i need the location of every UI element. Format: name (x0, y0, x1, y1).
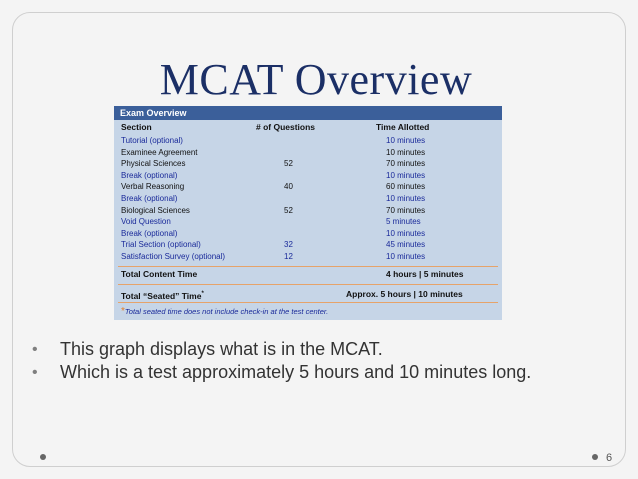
time-cell: 5 minutes (386, 217, 421, 227)
time-cell: 10 minutes (386, 228, 426, 238)
section-cell: Satisfaction Survey (optional) (121, 252, 226, 261)
section-cell: Biological Sciences (121, 205, 190, 215)
table-footnote (121, 306, 328, 317)
bullet-item (32, 361, 592, 384)
row-divider (118, 302, 498, 303)
total-content-row (114, 269, 502, 280)
table-row (114, 147, 502, 158)
questions-cell: 12 (284, 252, 293, 261)
bullet-item (32, 338, 592, 361)
footnote-star: * (121, 306, 125, 317)
bullet-text: Which is a test approximately 5 hours and 10 minutes long. (60, 362, 532, 382)
table-row (114, 251, 502, 262)
time-cell: 10 minutes (386, 147, 426, 157)
table-heading: Exam Overview (114, 106, 502, 120)
time-cell: 45 minutes (386, 240, 426, 250)
total-seated-label-text: Total “Seated” Time (121, 290, 202, 301)
section-cell: Break (optional) (121, 170, 178, 180)
bullet-text: This graph displays what is in the MCAT. (60, 339, 383, 359)
time-cell: 10 minutes (386, 170, 426, 180)
table-row (114, 193, 502, 204)
section-cell: Physical Sciences (121, 159, 186, 169)
table-row (114, 170, 502, 181)
bullet-dot-icon: • (32, 364, 38, 381)
column-header-time: Time Allotted (376, 122, 430, 132)
row-divider (118, 284, 498, 285)
time-cell: 10 minutes (386, 194, 426, 203)
bullet-list (32, 338, 592, 384)
section-cell: Tutorial (optional) (121, 136, 183, 145)
questions-cell: 32 (284, 240, 293, 250)
row-divider (118, 266, 498, 267)
table-row (114, 135, 502, 146)
total-seated-time: Approx. 5 hours | 10 minutes (346, 289, 463, 299)
bullet-dot-icon: • (32, 341, 38, 358)
section-cell: Verbal Reasoning (121, 182, 185, 192)
section-cell: Void Question (121, 217, 171, 227)
total-content-label: Total Content Time (121, 269, 198, 279)
slide-title: MCAT Overview (159, 55, 473, 104)
time-cell: 70 minutes (386, 159, 426, 169)
page-number: 6 (606, 452, 613, 464)
questions-cell: 52 (284, 159, 293, 169)
corner-dot-icon (592, 454, 598, 460)
total-seated-label (121, 289, 204, 302)
time-cell: 70 minutes (386, 205, 426, 215)
time-cell: 60 minutes (386, 182, 426, 192)
time-cell: 10 minutes (386, 252, 426, 261)
questions-cell: 52 (284, 205, 293, 215)
column-header-questions: # of Questions (256, 122, 316, 132)
table-row (114, 239, 502, 250)
table-row (114, 181, 502, 192)
section-cell: Examinee Agreement (121, 147, 198, 157)
section-cell: Break (optional) (121, 194, 178, 203)
column-header-section: Section (121, 122, 152, 132)
table-row (114, 228, 502, 239)
questions-cell: 40 (284, 182, 293, 192)
time-cell: 10 minutes (386, 136, 426, 145)
exam-overview-table (114, 106, 502, 320)
table-row (114, 205, 502, 216)
section-cell: Break (optional) (121, 228, 178, 238)
total-seated-marker: * (201, 291, 204, 297)
table-column-headers (114, 122, 502, 134)
section-cell: Trial Section (optional) (121, 240, 201, 250)
table-row (114, 216, 502, 227)
footnote-text: Total seated time does not include check-in at the test center. (124, 307, 329, 316)
table-row (114, 158, 502, 169)
corner-dot-icon (40, 454, 46, 460)
total-seated-row (114, 289, 502, 300)
total-content-time: 4 hours | 5 minutes (386, 269, 464, 279)
